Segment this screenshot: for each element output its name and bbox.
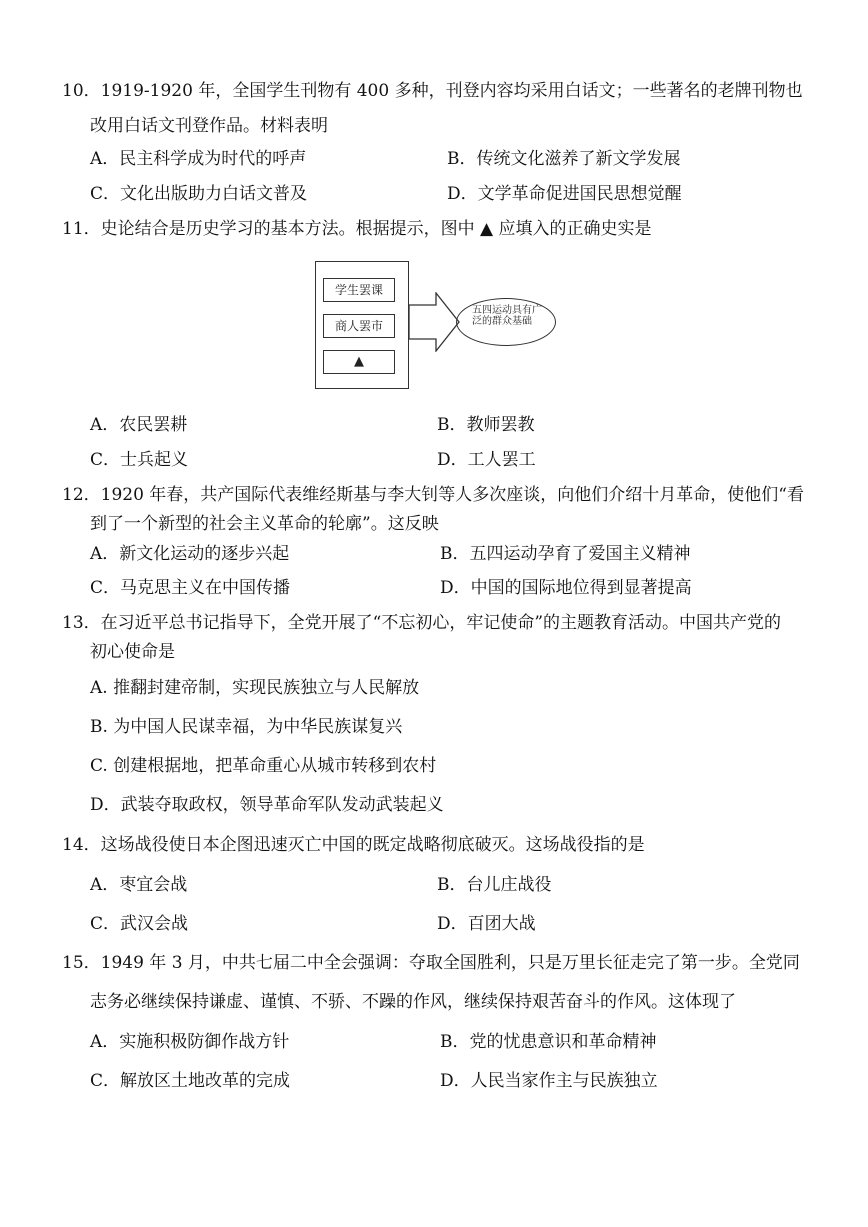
diagram-box-student-strike: 学生罢课 bbox=[323, 278, 395, 302]
q15-option-c[interactable]: C．解放区土地改革的完成 bbox=[90, 1071, 291, 1091]
q11-stem-line1 bbox=[62, 218, 652, 240]
q11-number: 11． bbox=[62, 219, 101, 239]
q14-option-a[interactable]: A．枣宜会战 bbox=[90, 875, 188, 895]
q11-stem-text1: 史论结合是历史学习的基本方法。根据提示，图中 ▲ 应填入的正确史实是 bbox=[100, 219, 652, 239]
q15-option-b[interactable]: B．党的忧患意识和革命精神 bbox=[440, 1032, 657, 1052]
q12-stem-line2: 到了一个新型的社会主义革命的轮廓”。这反映 bbox=[90, 514, 439, 534]
q12-stem-text1: 1920 年春，共产国际代表维经斯基与李大钊等人多次座谈，向他们介绍十月革命，使他们“看 bbox=[100, 485, 804, 505]
q10-option-b[interactable]: B．传统文化滋养了新文学发展 bbox=[447, 149, 681, 169]
q15-stem-text1: 1949 年 3 月，中共七届二中全会强调：夺取全国胜利，只是万里长征走完了第一步。全党同 bbox=[100, 953, 800, 973]
q12-option-b[interactable]: B．五四运动孕育了爱国主义精神 bbox=[440, 544, 691, 564]
q12-stem-line1 bbox=[62, 484, 804, 506]
q10-stem-line1 bbox=[62, 80, 803, 102]
diagram-box-triangle: ▲ bbox=[323, 350, 395, 374]
q13-stem-line1 bbox=[62, 612, 781, 634]
q13-stem-line2: 初心使命是 bbox=[90, 642, 175, 662]
q14-stem-text1: 这场战役使日本企图迅速灭亡中国的既定战略彻底破灭。这场战役指的是 bbox=[100, 835, 645, 855]
q15-option-a[interactable]: A．实施积极防御作战方针 bbox=[90, 1032, 290, 1052]
q14-option-c[interactable]: C．武汉会战 bbox=[90, 914, 189, 934]
q10-option-c[interactable]: C．文化出版助力白话文普及 bbox=[90, 184, 308, 204]
q10-option-d[interactable]: D．文学革命促进国民思想觉醒 bbox=[447, 184, 682, 204]
q13-stem-text1: 在习近平总书记指导下，全党开展了“不忘初心，牢记使命”的主题教育活动。中国共产党的 bbox=[100, 613, 782, 633]
diagram-box-merchant-strike: 商人罢市 bbox=[323, 314, 395, 338]
q15-stem-line2: 志务必继续保持谦虚、谨慎、不骄、不躁的作风，继续保持艰苦奋斗的作风。这体现了 bbox=[90, 992, 736, 1012]
q12-option-c[interactable]: C．马克思主义在中国传播 bbox=[90, 578, 291, 598]
q12-option-a[interactable]: A．新文化运动的逐步兴起 bbox=[90, 544, 290, 564]
q11-option-d[interactable]: D．工人罢工 bbox=[437, 450, 536, 470]
q13-option-b[interactable]: B. 为中国人民谋幸福，为中华民族谋复兴 bbox=[90, 717, 403, 737]
q14-option-d[interactable]: D．百团大战 bbox=[437, 914, 536, 934]
q13-number: 13． bbox=[62, 613, 101, 633]
arrow-icon bbox=[408, 292, 460, 352]
q10-number: 10． bbox=[62, 81, 101, 101]
q14-number: 14． bbox=[62, 835, 101, 855]
q15-stem-line1 bbox=[62, 952, 800, 974]
q15-number: 15． bbox=[62, 953, 101, 973]
q11-option-c[interactable]: C．士兵起义 bbox=[90, 450, 189, 470]
q15-option-d[interactable]: D．人民当家作主与民族独立 bbox=[440, 1071, 658, 1091]
diagram-conclusion-text: 五四运动具有广泛的群众基础 bbox=[472, 305, 542, 327]
q13-option-a[interactable]: A. 推翻封建帝制，实现民族独立与人民解放 bbox=[90, 678, 420, 698]
q10-stem-text1: 1919-1920 年，全国学生刊物有 400 多种，刊登内容均采用白话文；一些著名的老牌刊物也 bbox=[100, 81, 803, 101]
q14-stem-line1 bbox=[62, 834, 645, 856]
q10-stem-line2: 改用白话文刊登作品。材料表明 bbox=[90, 116, 328, 136]
q13-option-d[interactable]: D．武装夺取政权，领导革命军队发动武装起义 bbox=[90, 795, 444, 815]
q12-option-d[interactable]: D．中国的国际地位得到显著提高 bbox=[440, 578, 692, 598]
q13-option-c[interactable]: C. 创建根据地，把革命重心从城市转移到农村 bbox=[90, 756, 437, 776]
q11-option-b[interactable]: B．教师罢教 bbox=[437, 415, 535, 435]
q11-option-a[interactable]: A．农民罢耕 bbox=[90, 415, 188, 435]
q10-option-a[interactable]: A．民主科学成为时代的呼声 bbox=[90, 149, 307, 169]
q14-option-b[interactable]: B．台儿庄战役 bbox=[437, 875, 552, 895]
q12-number: 12． bbox=[62, 485, 101, 505]
